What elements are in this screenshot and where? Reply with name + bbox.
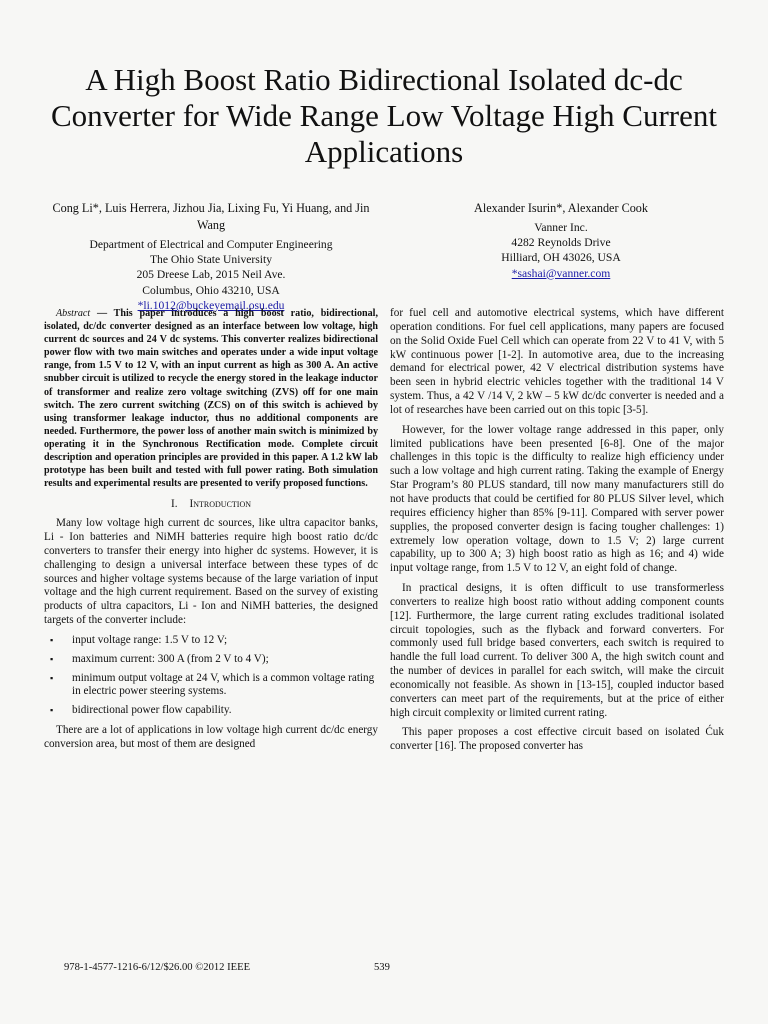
affiliation-line: Department of Electrical and Computer Engineering xyxy=(89,238,333,251)
list-item xyxy=(44,672,378,700)
paragraph: Many low voltage high current dc sources, like ultra capacitor banks, Li - Ion batteries and NiMH batteries require high boost ratio dc/dc converters to transfer their energy into higher dc systems. However, it is challenging to design a universal interface between these types of dc sources and higher voltage systems because of the large variation of input voltage and the high current requirement. Based on the survey of existing products of ultra capacitors, Li - Ion and NiMH batteries, the designed targets of the converter include: xyxy=(44,517,378,627)
paper-title: A High Boost Ratio Bidirectional Isolated dc-dc Converter for Wide Range Low Voltage High Current Applications xyxy=(51,62,717,169)
affiliation-line: 205 Dreese Lab, 2015 Neil Ave. xyxy=(136,268,286,282)
copyright-notice: 978-1-4577-1216-6/12/$26.00 ©2012 IEEE xyxy=(64,962,251,973)
affiliation-line: Hilliard, OH 43026, USA xyxy=(501,251,621,265)
author-names: Alexander Isurin*, Alexander Cook xyxy=(474,201,648,215)
affiliation-line: Columbus, Ohio 43210, USA xyxy=(142,283,280,297)
author-block-right xyxy=(396,200,726,281)
left-column xyxy=(44,307,378,758)
author-email-link[interactable]: *sashai@vanner.com xyxy=(511,266,611,280)
affiliation-line: The Ohio State University xyxy=(149,253,273,267)
list-item xyxy=(44,634,378,648)
square-bullet-icon: ▪ xyxy=(50,653,54,664)
section-title: Introduction xyxy=(189,498,252,511)
square-bullet-icon: ▪ xyxy=(50,672,54,683)
affiliation-line: 4282 Reynolds Drive xyxy=(511,236,611,250)
author-names: Cong Li*, Luis Herrera, Jizhou Jia, Lixing Fu, Yi Huang, and Jin Wang xyxy=(52,201,370,232)
section-number: I. xyxy=(170,498,178,511)
list-item xyxy=(44,704,378,718)
paragraph: This paper proposes a cost effective circuit based on isolated Ćuk converter [16]. The proposed converter has xyxy=(390,726,724,753)
paragraph: There are a lot of applications in low voltage high current dc/dc energy conversion area, but most of them are designed xyxy=(44,724,378,750)
affiliation-line: Vanner Inc. xyxy=(534,221,588,234)
author-email-link[interactable]: *li.1012@buckeyemail.osu.edu xyxy=(137,298,285,312)
section-heading xyxy=(44,498,378,512)
right-column xyxy=(390,307,724,760)
square-bullet-icon: ▪ xyxy=(50,705,54,716)
list-item-text: maximum current: 300 A (from 2 V to 4 V); xyxy=(72,652,269,665)
paragraph: However, for the lower voltage range addressed in this paper, only limited publications have been presented [6-8]. One of the major challenges in this topic is the difficulty to realize high efficiency under such a low voltage and high current rating. Taking the example of Energy Star Program’s 80 PLUS standard, till now many manufacturers still do not have products that could be certified for 80 PLUS Silver level, which requires efficiency higher than 85% [9-11]. Compared with server power supplies, the proposed converter design is facing tougher challenges: 1) extremely low operation voltage, down to 1.5 V; 2) large current capability, up to 300 A; 3) high boost ratio as high as 16; and 4) wide input voltage range, from 1.5 V to 12 V, an eight fold of change. xyxy=(390,423,724,575)
square-bullet-icon: ▪ xyxy=(50,634,54,645)
page-number: 539 xyxy=(374,962,390,973)
abstract-label: Abstract xyxy=(56,308,91,319)
author-block-left xyxy=(44,200,378,313)
target-list xyxy=(44,634,378,718)
list-item-text: input voltage range: 1.5 V to 12 V; xyxy=(72,633,228,646)
paragraph: for fuel cell and automotive electrical systems, which have different operation conditions. For fuel cell applications, many papers are focused on the Solid Oxide Fuel Cell which can operate from 22 V to 41 V, with 5 kW continuous power [1-2]. In automotive area, due to the increasing demand for electrical power, 42 V electrical distribution systems have been seen in hybrid electric vehicles together with the traditional 14 V system. Thus, a 42 V /14 V, 2 kW – 5 kW dc/dc converter is needed and a lot of researches have been carried out on this topic [3-5]. xyxy=(390,307,724,416)
list-item-text: bidirectional power flow capability. xyxy=(72,704,232,717)
list-item xyxy=(44,653,378,667)
abstract-text: — This paper introduces a high boost ratio, bidirectional, isolated, dc/dc converter designed as an interface between low voltage, high current dc sources and 24 V dc systems. This converter realizes bidirectional power flow with two main switches and operates under a wide input voltage range, from 1.5 V to 12 V, with an input current as high as 300 A. An active snubber circuit is utilized to recycle the energy stored in the leakage inductor of transformer and realize zero voltage switching (ZVS) off for one main switch. The zero current switching (ZCS) on of this switch is achieved by using transformer leakage inductor, thus no additional components are needed. Furthermore, the power loss of another main switch is minimized by operating it in the Synchronous Rectification mode. Complete circuit description and operation principles are provided in this paper. A 1.2 kW lab prototype has been built and tested with full power rating. Both simulation results and experimental results are presented to verify proposed functions. xyxy=(44,308,378,490)
abstract xyxy=(44,307,378,490)
paragraph: In practical designs, it is often difficult to use transformerless converters to realize high boost ratio without adding component counts [12]. Furthermore, the large current rating excludes traditional isolated circuit topologies, such as the flyback and forward converters. For commonly used full bridge based converters, each switch is required to handle the full load current. To deliver 300 A, the high switch count and the number of devices in parallel for each switch, will make the circuit economically not feasible. As shown in [13-15], coupled inductor based converters can meet part of the requirements, but at the price of either high circuit complexity or limited current rating. xyxy=(390,582,724,719)
list-item-text: minimum output voltage at 24 V, which is a common voltage rating in electric power steering systems. xyxy=(72,671,375,698)
